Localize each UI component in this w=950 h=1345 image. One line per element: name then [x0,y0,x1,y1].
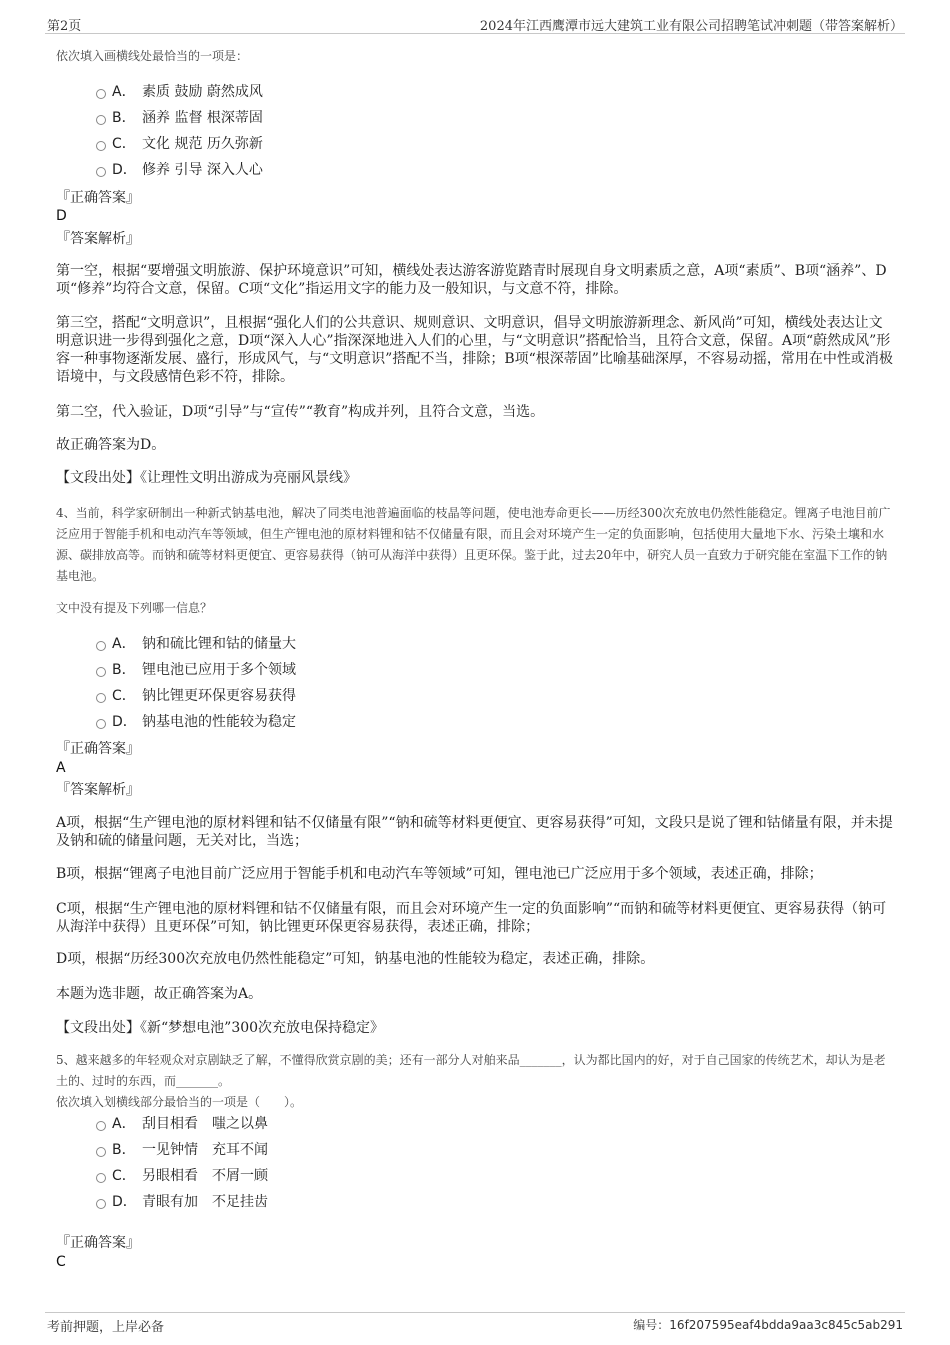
q3-option-c[interactable]: C． 文化 规范 历久弥新 [96,134,263,154]
q4-prompt: 文中没有提及下列哪一信息？ [56,601,213,615]
document-id: 编号：16f207595eaf4bdda9aa3c845c5ab291 [633,1318,903,1332]
q3-analysis-label: 『答案解析』 [56,231,140,247]
q4-analysis-c: C项，根据“生产锂电池的原材料锂和钴不仅储量有限，而且会对环境产生一定的负面影响”“而钠和硫等材料更便宜、更容易获得（钠可从海洋中获得）且更环保”可知，钠比锂更环保更容易获得，表述正确，排除； [56,901,887,935]
q5-prompt: 依次填入划横线部分最恰当的一项是（ ）。 [56,1095,303,1109]
q3-option-a[interactable]: A． 素质 鼓励 蔚然成风 [96,82,263,102]
radio-icon[interactable] [96,167,106,177]
q5-answer: C [56,1254,66,1270]
radio-icon[interactable] [96,641,106,651]
radio-icon[interactable] [96,667,106,677]
q5-option-b[interactable]: B． 一见钟情 充耳不闻 [96,1140,268,1160]
q3-analysis-para-1: 第一空，根据“要增强文明旅游、保护环境意识”可知，横线处表达游客游览踏青时展现自身文明素质之意，A项“素质”、B项“涵养”、D项“修养”均符合文意，保留。C项“文化”指运用文字的能力及一般知识，与文意不符，排除。 [56,263,887,297]
q4-option-a[interactable]: A． 钠和硫比锂和钴的储量大 [96,634,296,654]
radio-icon[interactable] [96,1199,106,1209]
q3-analysis-para-3: 第二空，代入验证，D项“引导”与“宣传”“教育”构成并列，且符合文意，当选。 [56,404,545,420]
q5-option-d[interactable]: D． 青眼有加 不足挂齿 [96,1192,268,1212]
q4-source: 【文段出处】《新“梦想电池”300次充放电保持稳定》 [56,1020,385,1036]
document-title: 2024年江西鹰潭市远大建筑工业有限公司招聘笔试冲刺题（带答案解析） [479,19,903,34]
q4-option-d[interactable]: D． 钠基电池的性能较为稳定 [96,712,296,732]
q5-option-a[interactable]: A． 刮目相看 嗤之以鼻 [96,1114,268,1134]
q4-answer: A [56,760,66,776]
radio-icon[interactable] [96,89,106,99]
q4-analysis-label: 『答案解析』 [56,782,140,798]
radio-icon[interactable] [96,1147,106,1157]
q4-option-c[interactable]: C． 钠比锂更环保更容易获得 [96,686,296,706]
q5-passage: 5、越来越多的年轻观众对京剧缺乏了解，不懂得欣赏京剧的美；还有一部分人对舶来品_______，认为都比国内的好，对于自己国家的传统艺术，却认为是老土的、过时的东西，而_______。 [56,1053,886,1088]
q3-source: 【文段出处】《让理性文明出游成为亮丽风景线》 [56,470,357,486]
q5-answer-label: 『正确答案』 [56,1235,140,1251]
radio-icon[interactable] [96,115,106,125]
q5-option-c[interactable]: C． 另眼相看 不屑一顾 [96,1166,268,1186]
page-header [45,14,905,34]
q3-option-d[interactable]: D． 修养 引导 深入人心 [96,160,263,180]
radio-icon[interactable] [96,141,106,151]
q4-conclusion: 本题为选非题，故正确答案为A。 [56,986,263,1002]
q4-analysis-d: D项，根据“历经300次充放电仍然性能稳定”可知，钠基电池的性能较为稳定，表述正确，排除。 [56,951,655,967]
page-number: 第2页 [47,19,82,34]
q4-passage: 4、当前，科学家研制出一种新式钠基电池，解决了同类电池普遍面临的枝晶等问题，使电池寿命更长——历经300次充放电仍然性能稳定。锂离子电池目前广泛应用于智能手机和电动汽车等领域，但生产锂电池的原材料锂和钴不仅储量有限，而且会对环境产生一定的负面影响，包括使用大量地下水、污染土壤和水源、碳排放高等。而钠和硫等材料更便宜、更容易获得（钠可从海洋中获得）且更环保。鉴于此，过去20年中，研究人员一直致力于研究能在室温下工作的钠基电池。 [56,506,891,583]
q3-analysis-para-2: 第三空，搭配“文明意识”，且根据“强化人们的公共意识、规则意识、文明意识，倡导文明旅游新理念、新风尚”可知，横线处表达让文明意识进一步得到强化之意，D项“深入人心”指深深地进入人们的心里，与“文明意识”搭配恰当，且符合文意，保留。A项“蔚然成风”形容一种事物逐渐发展、盛行，形成风气，与“文明意识”搭配不当，排除；B项“根深蒂固”比喻基础深厚，不容易动摇，常用在中性或消极语境中，与文段感情色彩不符，排除。 [56,315,893,385]
q4-option-b[interactable]: B． 锂电池已应用于多个领域 [96,660,296,680]
radio-icon[interactable] [96,719,106,729]
radio-icon[interactable] [96,1121,106,1131]
radio-icon[interactable] [96,693,106,703]
q4-answer-label: 『正确答案』 [56,741,140,757]
q3-analysis-para-4: 故正确答案为D。 [56,437,166,453]
q3-prompt: 依次填入画横线处最恰当的一项是： [56,49,249,63]
q3-answer: D [56,208,67,224]
q4-analysis-b: B项，根据“锂离子电池目前广泛应用于智能手机和电动汽车等领域”可知，锂电池已广泛应用于多个领域，表述正确，排除； [56,866,823,882]
q4-analysis-a: A项，根据“生产锂电池的原材料锂和钴不仅储量有限”“钠和硫等材料更便宜、更容易获得”可知，文段只是说了锂和钴储量有限，并未提及钠和硫的储量问题，无关对比，当选； [56,815,893,849]
footer-slogan: 考前押题，上岸必备 [47,1320,165,1335]
q3-option-b[interactable]: B． 涵养 监督 根深蒂固 [96,108,263,128]
radio-icon[interactable] [96,1173,106,1183]
page-footer [45,1312,905,1334]
q3-answer-label: 『正确答案』 [56,190,140,206]
